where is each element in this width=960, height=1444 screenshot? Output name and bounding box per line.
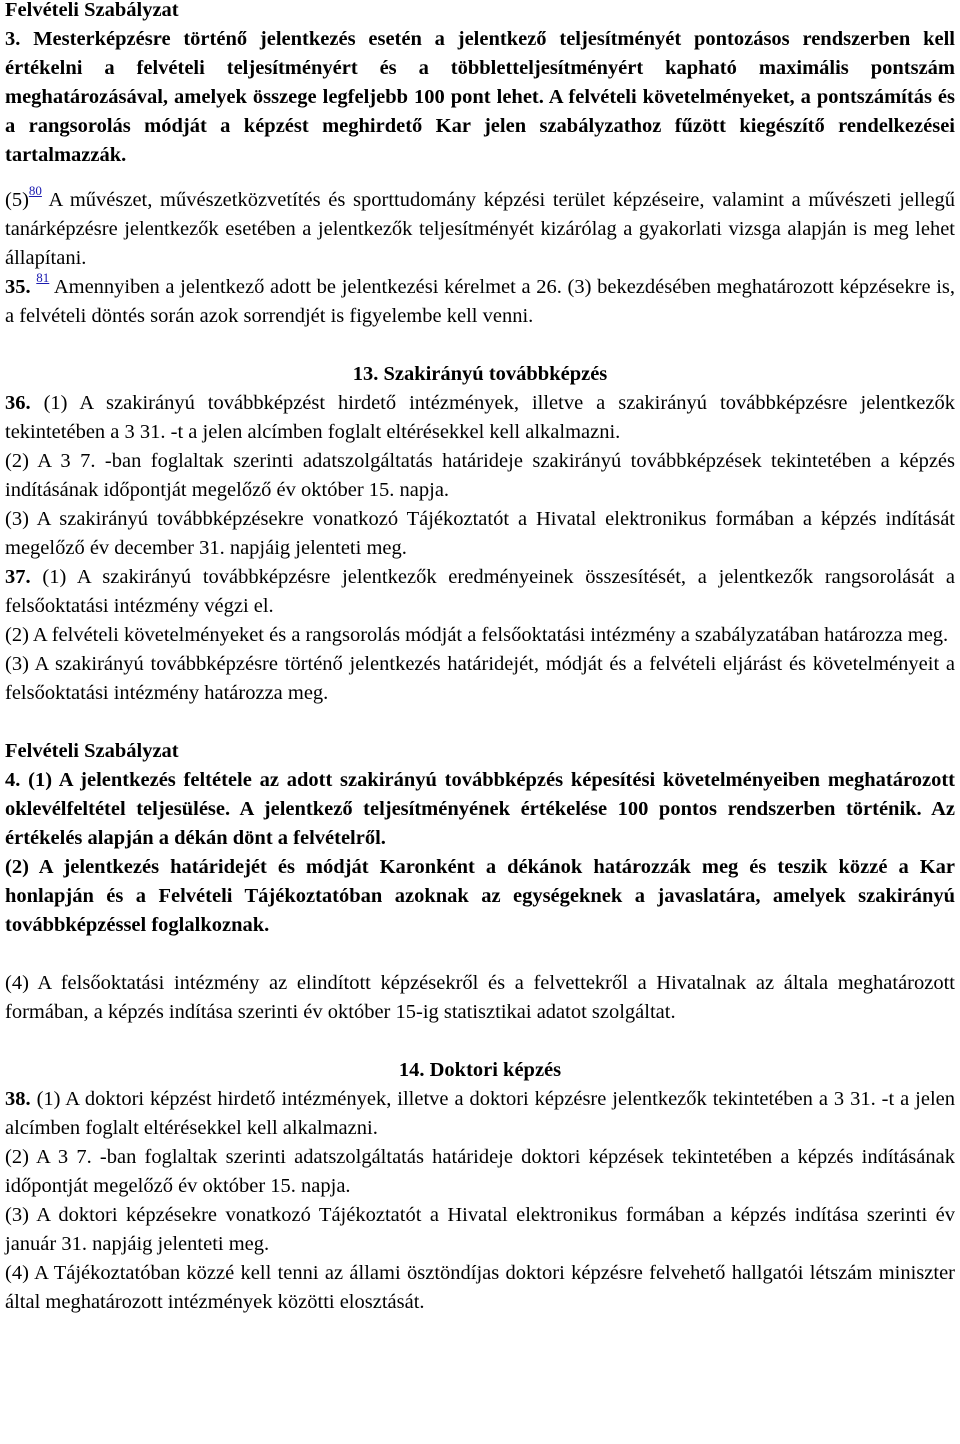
section-text: Amennyiben a jelentkező adott be jelentkezési kérelmet a 26. (3) bekezdésében meghatározott képzésekre is, a felvételi döntés során azok sorrendjét is figyelembe kell venni.: [5, 276, 956, 327]
regulation-paragraph: 3. Mesterképzésre történő jelentkezés esetén a jelentkező teljesítményét pontozásos rendszerben kell értékelni a felvételi teljesítményért és a többletteljesítményért kapható maximális pontszám meghatározásával, amelyek összege legfeljebb 100 pont lehet. A felvételi követelményeket, a pontszámítás és a rangsorolás módját a képzést meghirdető Kar jelen szabályzathoz fűzött kiegészítő rendelkezései tartalmazzák.: [5, 28, 955, 166]
section-36-2: (2) A 3 7. -ban foglaltak szerinti adatszolgáltatás határideje szakirányú továbbképzések tekintetében a képzés indításának időpontját megelőző év október 15. napja.: [5, 450, 955, 501]
paragraph-5: [5, 183, 955, 273]
paragraph-text: A művészet, művészetközvetítés és sporttudomány képzési terület képzéseire, valamint a művészeti jellegű tanárképzésre jelentkezők esetében a jelentkezők teljesítményét kizárólag a gyakorlati vizsga alapján is meg lehet állapítani.: [5, 189, 955, 269]
paragraph-number: (5): [5, 189, 29, 211]
section-38-1: 38. (1) A doktori képzést hirdető intézmények, illetve a doktori képzésre jelentkezők tekintetében a 3 31. -t a jelen alcímben foglalt eltérésekkel kell alkalmazni.: [5, 1088, 955, 1139]
section-38-4: (4) A Tájékoztatóban közzé kell tenni az állami ösztöndíjas doktori képzésre felvehető hallgatói létszám miniszter által meghatározott intézmények közötti elosztását.: [5, 1262, 955, 1313]
section-37-1: 37. (1) A szakirányú továbbképzésre jelentkezők eredményeinek összesítését, a jelentkezők rangsorolását a felsőoktatási intézmény végzi el.: [5, 566, 955, 617]
paragraph-4: (4) A felsőoktatási intézmény az elindított képzésekről és a felvettekről a Hivatalnak az általa meghatározott formában, a képzés indítása szerinti év október 15-ig statisztikai adatot szolgáltat.: [5, 972, 955, 1023]
section-37-2: (2) A felvételi követelményeket és a rangsorolás módját a felsőoktatási intézmény a szabályzatában határozza meg.: [5, 624, 949, 646]
section-number: 35.: [5, 276, 31, 298]
document-page: [5, 0, 955, 1317]
section-35: [5, 270, 956, 331]
section-38-3: (3) A doktori képzésekre vonatkozó Tájékoztatót a Hivatal elektronikus formában a képzés indítása szerinti év január 31. napjáig jelenteti meg.: [5, 1204, 955, 1255]
regulation-paragraph: 4. (1) A jelentkezés feltétele az adott szakirányú továbbképzés képesítési követelményeiben meghatározott oklevélfeltétel teljesülése. A jelentkező teljesítményének értékelése 100 pontos rendszerben történik. Az értékelés alapján a dékán dönt a felvételről.: [5, 769, 955, 849]
section-36-3: (3) A szakirányú továbbképzésekre vonatkozó Tájékoztatót a Hivatal elektronikus formában a képzés indítását megelőző év december 31. napjáig jelenteti meg.: [5, 508, 955, 559]
section-36-1: 36. (1) A szakirányú továbbképzést hirdető intézmények, illetve a szakirányú továbbképzésre jelentkezők tekintetében a 3 31. -t a jelen alcímben foglalt eltérésekkel kell alkalmazni.: [5, 392, 955, 443]
section-38-2: (2) A 3 7. -ban foglaltak szerinti adatszolgáltatás határideje doktori képzések tekintetében a képzés indításának időpontját megelőző év október 15. napja.: [5, 1146, 955, 1197]
chapter-title-14: 14. Doktori képzés: [398, 1059, 562, 1081]
section-37-3: (3) A szakirányú továbbképzésre történő jelentkezés határidejét, módját és a felvételi eljárást és követelményeit a felsőoktatási intézmény határozza meg.: [5, 653, 955, 704]
chapter-title-13: 13. Szakirányú továbbképzés: [352, 363, 608, 385]
footnote-link-80[interactable]: 80: [28, 183, 42, 198]
section-heading: Felvételi Szabályzat: [5, 740, 179, 762]
footnote-link-81[interactable]: 81: [36, 270, 50, 285]
regulation-paragraph: (2) A jelentkezés határidejét és módját Karonként a dékánok határozzák meg és teszik közzé a Kar honlapján és a Felvételi Tájékoztatóban azoknak az egységeknek a javaslatára, amelyek szakirányú továbbképzéssel foglalkoznak.: [5, 856, 955, 936]
section-heading: Felvételi Szabályzat: [5, 0, 179, 21]
